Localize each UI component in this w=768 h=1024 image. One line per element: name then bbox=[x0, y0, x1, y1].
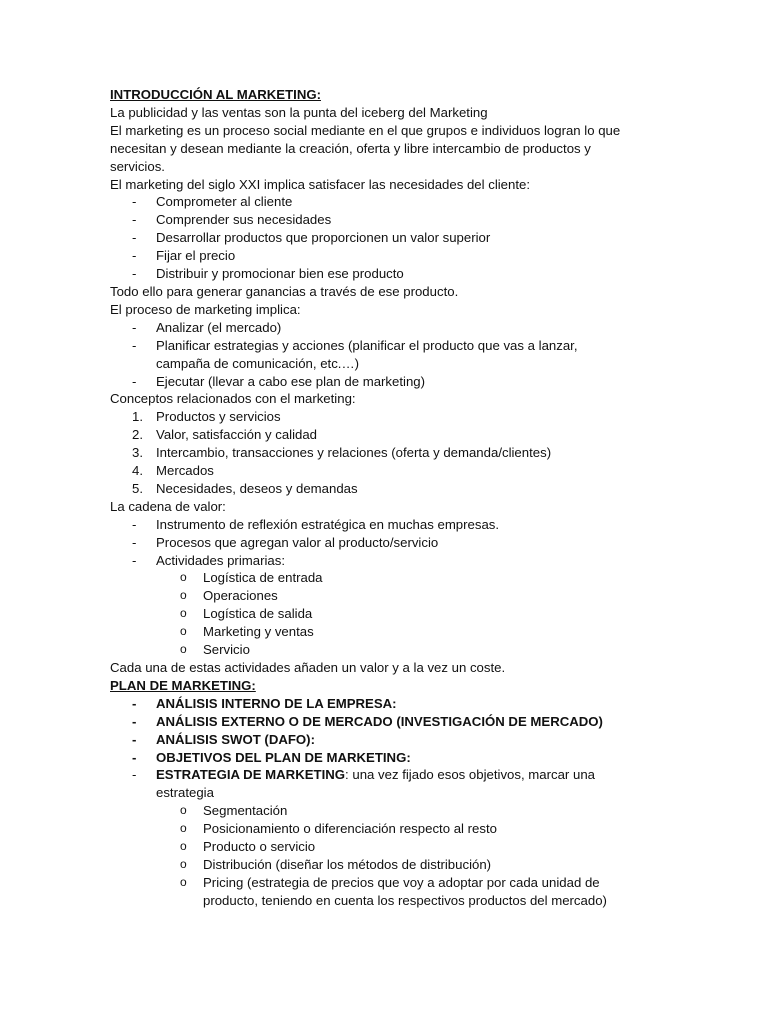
circle-bullet: o bbox=[180, 821, 187, 836]
dash-bullet: - bbox=[132, 266, 137, 282]
concepts-list bbox=[110, 408, 670, 498]
sub-list-item: o Logística de salida bbox=[180, 606, 313, 622]
list-item: 2. Valor, satisfacción y calidad bbox=[132, 427, 318, 443]
list-number: 3. bbox=[132, 445, 143, 461]
paragraph-line: El marketing es un proceso social mediante en el que grupos e individuos logran lo que bbox=[110, 122, 621, 138]
paragraph-line: La publicidad y las ventas son la punta del iceberg del Marketing bbox=[110, 104, 488, 120]
list-item: - ANÁLISIS INTERNO DE LA EMPRESA: bbox=[132, 695, 397, 711]
list-item: 3. Intercambio, transacciones y relaciones (oferta y demanda/clientes) bbox=[132, 445, 552, 461]
dash-bullet: - bbox=[132, 767, 137, 783]
list-item: 4. Mercados bbox=[132, 463, 214, 479]
list-item: - ANÁLISIS EXTERNO O DE MERCADO (INVESTIGACIÓN DE MERCADO) bbox=[132, 713, 603, 729]
section-title-plan: PLAN DE MARKETING: bbox=[110, 677, 256, 693]
paragraph-line: Todo ello para generar ganancias a través de ese producto. bbox=[110, 283, 459, 299]
paragraph-line: La cadena de valor: bbox=[110, 498, 226, 514]
list-item: - Desarrollar productos que proporcionen un valor superior bbox=[132, 230, 491, 246]
primary-activities-list bbox=[110, 569, 670, 659]
circle-bullet: o bbox=[180, 624, 187, 639]
circle-bullet: o bbox=[180, 606, 187, 621]
sub-list-item: o Marketing y ventas bbox=[180, 624, 314, 640]
list-item: - Fijar el precio bbox=[132, 248, 236, 264]
circle-bullet: o bbox=[180, 839, 187, 854]
dash-bullet: - bbox=[132, 516, 137, 532]
sub-list-item: o Posicionamiento o diferenciación respecto al resto bbox=[180, 821, 497, 837]
dash-bullet: - bbox=[132, 695, 137, 711]
dash-bullet: - bbox=[132, 212, 137, 228]
dash-bullet: - bbox=[132, 534, 137, 550]
circle-bullet: o bbox=[180, 588, 187, 603]
strategy-list bbox=[110, 802, 670, 909]
sub-list-item: o Operaciones bbox=[180, 588, 278, 604]
dash-bullet: - bbox=[132, 552, 137, 568]
paragraph-line: Conceptos relacionados con el marketing: bbox=[110, 391, 356, 407]
circle-bullet: o bbox=[180, 570, 187, 585]
list-item: - ANÁLISIS SWOT (DAFO): bbox=[132, 731, 315, 747]
list-item: - Ejecutar (llevar a cabo ese plan de marketing) bbox=[132, 373, 426, 389]
paragraph-line: El proceso de marketing implica: bbox=[110, 301, 301, 317]
plan-list bbox=[110, 695, 670, 802]
list-number: 4. bbox=[132, 463, 143, 479]
list-number: 2. bbox=[132, 427, 143, 443]
strategy-label: ESTRATEGIA DE MARKETING bbox=[156, 767, 346, 783]
document-body bbox=[110, 86, 670, 910]
list-item: - Instrumento de reflexión estratégica en muchas empresas. bbox=[132, 516, 500, 532]
dash-bullet: - bbox=[132, 713, 137, 729]
dash-bullet: - bbox=[132, 194, 137, 210]
paragraph-line: servicios. bbox=[110, 158, 165, 174]
paragraph-line: El marketing del siglo XXI implica satisfacer las necesidades del cliente: bbox=[110, 176, 531, 192]
circle-bullet: o bbox=[180, 856, 187, 871]
circle-bullet: o bbox=[180, 642, 187, 657]
list-item: - Distribuir y promocionar bien ese producto bbox=[132, 266, 404, 282]
list-number: 1. bbox=[132, 409, 143, 425]
list-item: - Comprometer al cliente bbox=[132, 194, 293, 210]
section-title-intro: INTRODUCCIÓN AL MARKETING: bbox=[110, 87, 321, 102]
list-item: 1. Productos y servicios bbox=[132, 409, 281, 425]
list-item: - ESTRATEGIA DE MARKETING: una vez fijado esos objetivos, marcar una estrategia bbox=[132, 767, 595, 801]
list-item: 5. Necesidades, deseos y demandas bbox=[132, 480, 358, 496]
sub-list-item: o Producto o servicio bbox=[180, 839, 316, 855]
list-item: - OBJETIVOS DEL PLAN DE MARKETING: bbox=[132, 749, 411, 765]
needs-list bbox=[110, 193, 670, 283]
value-chain-list bbox=[110, 516, 670, 570]
paragraph-line: Cada una de estas actividades añaden un valor y a la vez un coste. bbox=[110, 660, 506, 675]
list-item: - Planificar estrategias y acciones (planificar el producto que vas a lanzar, campaña de comunicación, etc.…) bbox=[132, 337, 578, 371]
sub-list-item: o Distribución (diseñar los métodos de distribución) bbox=[180, 856, 492, 872]
list-item: - Comprender sus necesidades bbox=[132, 212, 332, 228]
list-number: 5. bbox=[132, 480, 143, 496]
process-list bbox=[110, 319, 670, 391]
dash-bullet: - bbox=[132, 337, 137, 353]
dash-bullet: - bbox=[132, 248, 137, 264]
dash-bullet: - bbox=[132, 731, 137, 747]
sub-list-item: o Segmentación bbox=[180, 803, 288, 819]
dash-bullet: - bbox=[132, 373, 137, 389]
list-item: - Analizar (el mercado) bbox=[132, 319, 282, 335]
list-item: - Procesos que agregan valor al producto/servicio bbox=[132, 534, 439, 550]
circle-bullet: o bbox=[180, 803, 187, 818]
sub-list-item: o Pricing (estrategia de precios que voy a adoptar por cada unidad de producto, teniendo en cuenta los respectivos productos del mercado) bbox=[180, 874, 607, 908]
circle-bullet: o bbox=[180, 874, 187, 889]
dash-bullet: - bbox=[132, 230, 137, 246]
dash-bullet: - bbox=[132, 319, 137, 335]
dash-bullet: - bbox=[132, 749, 137, 765]
sub-list-item: o Logística de entrada bbox=[180, 570, 323, 586]
list-item: - Actividades primarias: bbox=[132, 552, 285, 568]
sub-list-item: o Servicio bbox=[180, 642, 250, 658]
paragraph-line: necesitan y desean mediante la creación, oferta y libre intercambio de productos y bbox=[110, 140, 591, 156]
